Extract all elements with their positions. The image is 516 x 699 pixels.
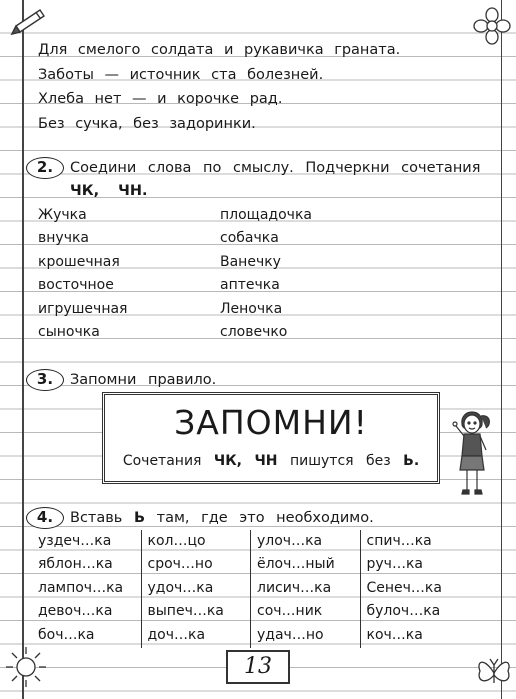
word-pair-row bbox=[38, 321, 478, 344]
proverb-line: Для смелого солдата и рукавичка граната. bbox=[38, 42, 401, 58]
fill-in-words-grid bbox=[32, 530, 470, 648]
right-word: площадочка bbox=[220, 207, 312, 223]
task-2-instruction: Соедини слова по смыслу. Подчеркни сочетания bbox=[70, 160, 481, 176]
right-margin-line bbox=[501, 0, 503, 699]
word-pair-row bbox=[38, 227, 478, 250]
task-4-text-part: там, где это необходимо. bbox=[156, 510, 374, 526]
word-blank[interactable]: удоч…ка bbox=[147, 579, 214, 596]
task-4-number: 4. bbox=[26, 507, 64, 529]
words-column bbox=[251, 530, 361, 648]
task-3-instruction: Запомни правило. bbox=[70, 372, 217, 388]
left-word: восточное bbox=[38, 277, 114, 294]
task-4-soft-sign: Ь bbox=[133, 510, 146, 526]
proverb-line: Без сучка, без задоринки. bbox=[38, 115, 256, 132]
proverb-line: Хлеба нет — и корочке рад. bbox=[38, 91, 283, 107]
word-pair-row bbox=[38, 251, 478, 274]
butterfly-icon bbox=[474, 655, 514, 691]
word-blank[interactable]: булоч…ка bbox=[366, 603, 441, 620]
rule-combo-chn: ЧН bbox=[254, 453, 278, 469]
right-word: Леночка bbox=[220, 300, 283, 317]
word-blank[interactable]: боч…ка bbox=[38, 626, 95, 643]
task-4-instruction bbox=[70, 510, 374, 526]
word-blank[interactable]: лисич…ка bbox=[257, 579, 332, 596]
word-blank[interactable]: уздеч…ка bbox=[38, 533, 112, 549]
words-column bbox=[32, 530, 142, 648]
words-column bbox=[361, 530, 471, 648]
rule-text bbox=[105, 453, 437, 469]
right-word: собачка bbox=[220, 230, 279, 247]
girl-illustration bbox=[448, 404, 496, 500]
task-3-number: 3. bbox=[26, 369, 64, 391]
word-pair-row bbox=[38, 298, 478, 321]
rule-text-part: Сочетания bbox=[122, 453, 202, 469]
left-margin-line bbox=[22, 0, 24, 699]
word-blank[interactable]: Сенеч…ка bbox=[366, 579, 442, 596]
word-blank[interactable]: кол…цо bbox=[147, 533, 206, 549]
word-matching-list bbox=[38, 204, 478, 344]
rule-text-part: пишутся без bbox=[289, 453, 391, 469]
left-word: сыночка bbox=[38, 323, 100, 340]
rule-box bbox=[102, 392, 440, 484]
page-number: 13 bbox=[226, 650, 290, 684]
right-word: словечко bbox=[220, 323, 288, 340]
word-blank[interactable]: улоч…ка bbox=[257, 533, 323, 549]
left-word: внучка bbox=[38, 230, 89, 247]
left-word: крошечная bbox=[38, 253, 120, 270]
left-word: игрушечная bbox=[38, 300, 128, 317]
word-blank[interactable]: сроч…но bbox=[147, 556, 213, 573]
rule-title: ЗАПОМНИ! bbox=[174, 403, 368, 442]
right-word: Ванечку bbox=[220, 253, 281, 270]
word-blank[interactable]: руч…ка bbox=[366, 556, 423, 573]
word-pair-row bbox=[38, 274, 478, 297]
word-blank[interactable]: удач…но bbox=[257, 626, 324, 643]
words-column bbox=[142, 530, 252, 648]
proverb-line: Заботы — источник ста болезней. bbox=[38, 66, 324, 83]
pencil-icon bbox=[6, 6, 46, 40]
word-blank[interactable]: ёлоч…ный bbox=[257, 556, 335, 573]
rule-combo-chk: ЧК, bbox=[213, 453, 242, 469]
word-blank[interactable]: соч…ник bbox=[257, 603, 323, 620]
left-word: Жучка bbox=[38, 207, 87, 223]
proverbs-block bbox=[38, 38, 478, 136]
word-pair-row bbox=[38, 204, 478, 227]
word-blank[interactable]: лампоч…ка bbox=[38, 579, 124, 596]
task-2-letter-combos: ЧК, ЧН. bbox=[70, 183, 148, 199]
task-2-number: 2. bbox=[26, 157, 64, 179]
word-blank[interactable]: выпеч…ка bbox=[147, 603, 224, 620]
word-blank[interactable]: коч…ка bbox=[366, 626, 423, 643]
word-blank[interactable]: спич…ка bbox=[366, 533, 432, 549]
task-4-text-part: Вставь bbox=[70, 510, 123, 526]
flower-icon bbox=[472, 6, 512, 46]
word-blank[interactable]: доч…ка bbox=[147, 626, 206, 643]
sun-icon bbox=[4, 645, 48, 689]
right-word: аптечка bbox=[220, 277, 280, 294]
word-blank[interactable]: яблон…ка bbox=[38, 556, 113, 573]
word-blank[interactable]: девоч…ка bbox=[38, 603, 113, 620]
rule-soft-sign: Ь. bbox=[403, 453, 420, 469]
